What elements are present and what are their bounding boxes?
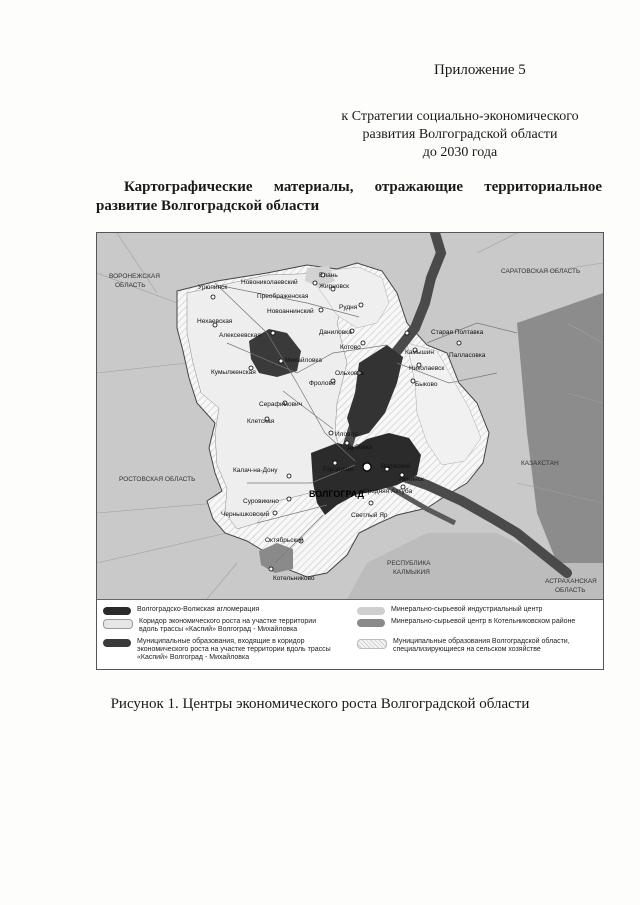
place-label: Котово <box>340 344 361 351</box>
legend-swatch <box>103 639 131 647</box>
place-label: Ольховка <box>335 370 365 377</box>
legend-label: Коридор экономического роста на участке территории вдоль трассы «Каспий» Волгоград - Михайловка <box>139 618 317 633</box>
place-label: Николаевск <box>409 365 445 372</box>
legend-label: Муниципальные образования Волгоградской области, специализирующиеся на сельском хозяйстве <box>393 638 570 653</box>
subtitle-line: до 2030 года <box>422 145 498 160</box>
place-label: Ленинск <box>399 476 424 483</box>
legend-label: Минерально-сырьевой индустриальный центр <box>391 606 543 613</box>
place-label: Кумылженская <box>211 369 256 376</box>
legend-swatch <box>357 639 387 649</box>
place-label: Старая Полтавка <box>431 329 484 336</box>
volgograd-marker <box>363 463 371 471</box>
legend-swatch <box>103 607 131 615</box>
place-label: Волжский <box>381 463 411 470</box>
region-label-astrakhan-2: ОБЛАСТЬ <box>555 587 586 594</box>
legend-item <box>103 638 333 662</box>
legend-item <box>357 638 597 654</box>
heading-word: территориальное <box>484 179 602 195</box>
place-label: Рудня <box>339 304 358 311</box>
legend-item <box>357 618 597 627</box>
section-heading <box>96 178 602 216</box>
map-canvas <box>97 233 603 599</box>
heading-word: отражающие <box>374 179 464 195</box>
legend-swatch <box>357 619 385 627</box>
legend-swatch <box>357 607 385 615</box>
place-label: Светлый Яр <box>351 512 388 519</box>
place-label: Городище <box>323 466 354 473</box>
place-label: Калач-на-Дону <box>233 467 278 474</box>
place-label: Чернышковский <box>221 511 270 518</box>
heading-word: материалы, <box>273 179 354 195</box>
region-label-kalmykia-1: РЕСПУБЛИКА <box>387 560 431 567</box>
place-label: Елань <box>319 272 338 279</box>
figure-caption: Рисунок 1. Центры экономического роста Волгоградской области <box>110 696 530 712</box>
place-label: Быково <box>415 381 438 388</box>
place-label: Серафимович <box>259 401 303 408</box>
legend-label: Минерально-сырьевой центр в Котельниковском районе <box>391 618 576 625</box>
place-label: Новониколаевский <box>241 279 298 286</box>
place-label: Иловля <box>335 431 358 438</box>
place-label: Дубовка <box>347 444 373 451</box>
map-legend <box>97 599 603 670</box>
place-label: Клетская <box>247 418 275 425</box>
legend-item <box>357 606 597 615</box>
region-label-voronezh-2: ОБЛАСТЬ <box>115 282 146 289</box>
map-figure <box>96 232 604 670</box>
region-label-kalmykia-2: КАЛМЫКИЯ <box>393 569 430 576</box>
place-label: Алексеевская <box>219 332 261 339</box>
document-subtitle <box>320 108 600 162</box>
place-label: Михайловка <box>285 357 323 364</box>
place-label: Камышин <box>405 349 434 356</box>
place-label: Октябрьский <box>265 537 304 544</box>
region-label-astrakhan-1: АСТРАХАНСКАЯ <box>545 578 597 585</box>
appendix-label: Приложение 5 <box>434 62 526 78</box>
place-label: Даниловка <box>319 329 352 336</box>
place-label: Фролово <box>309 380 336 387</box>
legend-label: Волгоградско-Волжская агломерация <box>137 606 260 613</box>
heading-word: Картографические <box>124 179 253 195</box>
place-label: Средняя Ахтуба <box>363 488 413 495</box>
region-label-saratov: САРАТОВСКАЯ ОБЛАСТЬ <box>501 268 581 275</box>
place-label: Урюпинск <box>198 284 228 291</box>
subtitle-line: развития Волгоградской области <box>362 127 558 142</box>
region-label-rostov: РОСТОВСКАЯ ОБЛАСТЬ <box>119 476 196 483</box>
subtitle-line: к Стратегии социально-экономического <box>341 109 579 124</box>
legend-label: Муниципальные образования, входящие в коридор экономического роста на участке территории вдоль трассы «Каспий» Волгоград - Михайловка <box>137 638 331 661</box>
place-label: Котельниково <box>273 575 315 582</box>
place-label: Жирновск <box>319 283 349 290</box>
heading-line-2: развитие Волгоградской области <box>96 198 320 214</box>
heading-line-1 <box>96 178 602 197</box>
volgograd-label: ВОЛГОГРАД <box>309 489 364 499</box>
place-label: Палласовка <box>449 352 486 359</box>
place-label: Новоаннинский <box>267 308 314 315</box>
legend-item <box>103 606 333 615</box>
place-label: Преображенская <box>257 293 309 300</box>
legend-item <box>103 618 333 634</box>
region-label-kazakhstan: КАЗАХСТАН <box>521 460 559 467</box>
place-label: Нехаевская <box>197 318 233 325</box>
legend-swatch <box>103 619 133 629</box>
place-label: Суровикино <box>243 498 279 505</box>
region-label-voronezh-1: ВОРОНЕЖСКАЯ <box>109 273 160 280</box>
